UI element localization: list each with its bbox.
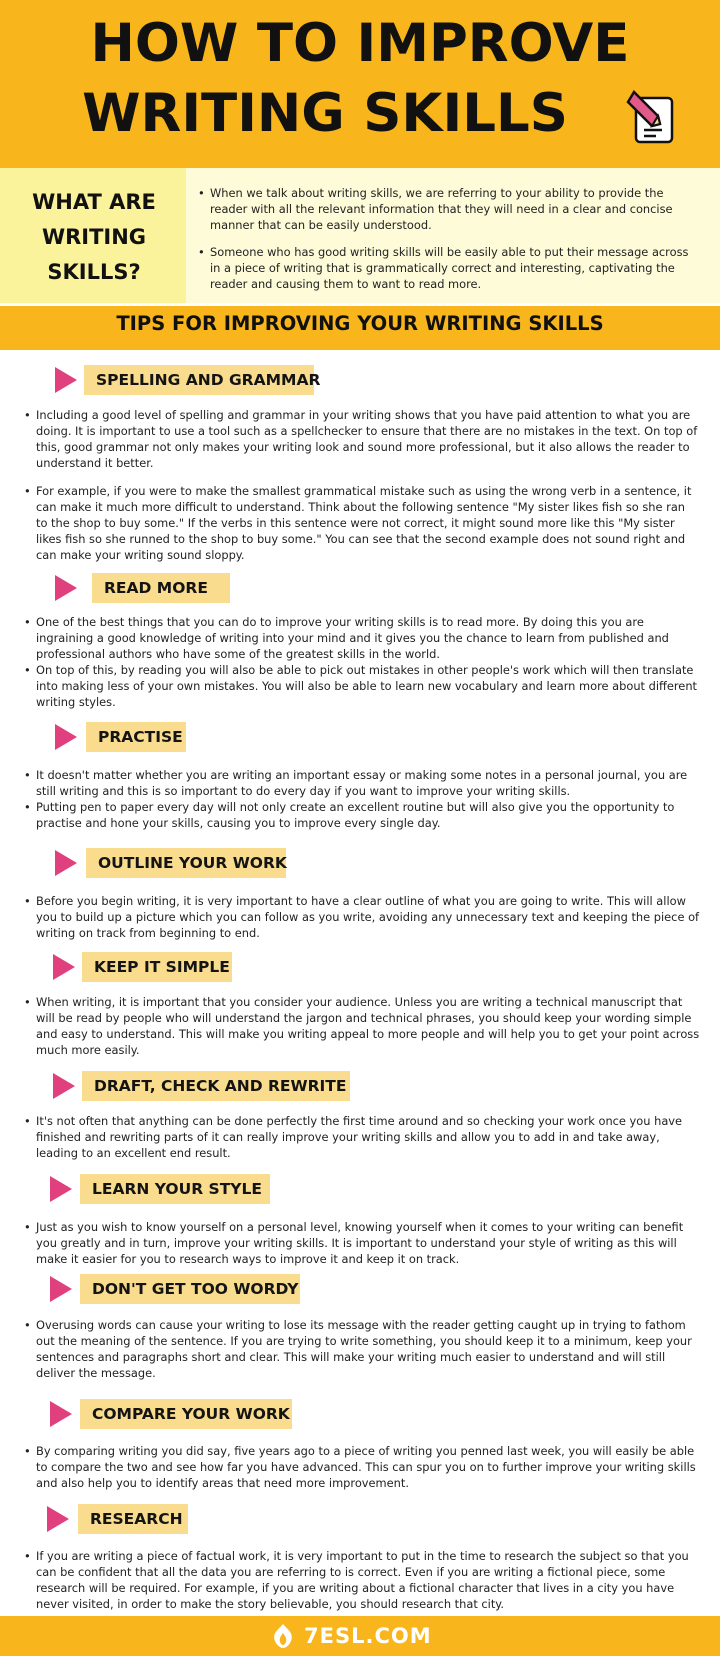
section-paragraph: It's not often that anything can be done perfectly the first time around and so checking your work once you have finished and rewriting parts of it can really improve your writing skills and allow you to add in and take away, leading to an excellent end result.: [36, 1114, 683, 1160]
bullet-icon: •: [24, 894, 31, 908]
pink-arrow-icon: [50, 1276, 72, 1302]
section-label: KEEP IT SIMPLE: [82, 952, 232, 982]
intro-point: When we talk about writing skills, we are referring to your ability to provide the reader with all the relevant information that they will need in a clear and concise manner that can be easily understood.: [210, 186, 673, 232]
section-label: DON'T GET TOO WORDY: [80, 1274, 300, 1304]
page-title-line1: HOW TO IMPROVE: [90, 13, 630, 74]
section-paragraph: For example, if you were to make the smallest grammatical mistake such as using the wrong verb in a sentence, it can make it much more difficult to understand. Think about the following sentence "My sister likes fish so she ran to the shop to buy some." If the verbs in this sentence were not correct, it might sound more like this "My sister likes fish so she runned to the shop to buy some." You can see that the second example does not sound right and can make your writing sound sloppy.: [36, 484, 692, 562]
section-label: LEARN YOUR STYLE: [80, 1174, 270, 1204]
tips-heading: TIPS FOR IMPROVING YOUR WRITING SKILLS: [116, 312, 604, 335]
pink-arrow-icon: [55, 850, 77, 876]
section-paragraph: By comparing writing you did say, five years ago to a piece of writing you penned last week, you will easily be able to compare the two and see how far you have advanced. This can spur you on to further improve your writing skills and also help you to identify areas that need more improvement.: [36, 1444, 696, 1490]
bullet-icon: •: [24, 768, 31, 782]
section-label: READ MORE: [92, 573, 230, 603]
intro-title-line1: WHAT ARE: [32, 190, 156, 214]
intro-title-line2: WRITING: [41, 225, 147, 249]
section-paragraph: Overusing words can cause your writing to lose its message with the reader getting caught up in trying to fathom out the meaning of the sentence. If you are trying to write something, you should keep it to a minimum, keep your sentences and paragraphs short and clear. This will make your writing much easier to understand and will still deliver the message.: [36, 1318, 692, 1380]
esl-logo-icon: [268, 1621, 298, 1651]
section-label: COMPARE YOUR WORK: [80, 1399, 292, 1429]
pink-arrow-icon: [55, 575, 77, 601]
bullet-icon: •: [24, 995, 31, 1009]
section-paragraph: Just as you wish to know yourself on a personal level, knowing yourself when it comes to your writing can benefit you greatly and in turn, improve your writing skills. It is important to understand your style of writing as this will make it easier for you to research ways to improve it and keep it on track.: [36, 1220, 684, 1266]
section-label: RESEARCH: [78, 1504, 188, 1534]
pink-arrow-icon: [55, 724, 77, 750]
intro-point: Someone who has good writing skills will be easily able to put their message across in a piece of writing that is grammatically correct and interesting, captivating the reader and causing them to want to read more.: [210, 245, 689, 291]
page-title-line2: WRITING SKILLS: [82, 83, 568, 144]
section-paragraph: It doesn't matter whether you are writing an important essay or making some notes in a personal journal, you are still writing and this is so important to do every day if you want to improve your writing skills.: [36, 768, 688, 798]
bullet-icon: •: [24, 484, 31, 498]
pink-arrow-icon: [50, 1176, 72, 1202]
section-paragraph: When writing, it is important that you consider your audience. Unless you are writing a technical manuscript that will be read by people who will understand the jargon and technical phrases, you should keep your wording simple and easy to understand. This will make you writing appeal to more people and will help you to get your point across much more easily.: [36, 995, 700, 1057]
section-label: SPELLING AND GRAMMAR: [84, 365, 314, 395]
footer-brand[interactable]: 7ESL.COM: [304, 1624, 432, 1648]
bullet-icon: •: [24, 1444, 31, 1458]
bullet-icon: •: [24, 408, 31, 422]
bullet-icon: •: [198, 186, 205, 200]
section-paragraph: One of the best things that you can do to improve your writing skills is to read more. By doing this you are ingraining a good knowledge of writing into your mind and it gives you the chance to learn from published and professional authors who have some of the greatest skills in the world.: [36, 615, 669, 661]
bullet-icon: •: [24, 663, 31, 677]
pink-arrow-icon: [47, 1506, 69, 1532]
bullet-icon: •: [24, 1549, 31, 1563]
section-paragraph: On top of this, by reading you will also be able to pick out mistakes in other people's work which will then translate into making less of your own mistakes. You will also be able to learn new vocabulary and learn more about different writing styles.: [36, 663, 697, 709]
pink-arrow-icon: [55, 367, 77, 393]
pink-arrow-icon: [53, 1073, 75, 1099]
bullet-icon: •: [24, 615, 31, 629]
bullet-icon: •: [24, 800, 31, 814]
pink-arrow-icon: [53, 954, 75, 980]
section-paragraph: Putting pen to paper every day will not only create an excellent routine but will also give you the opportunity to practise and hone your skills, causing you to improve every single day.: [36, 800, 675, 830]
bullet-icon: •: [24, 1114, 31, 1128]
intro-title-line3: SKILLS?: [47, 260, 141, 284]
section-paragraph: If you are writing a piece of factual work, it is very important to put in the time to research the subject so that you can be confident that all the data you are referring to is correct. Even if you are writing a fictional piece, some research will be required. For example, if you are writing about a fictional character that lives in a city you have never visited, in order to make the story believable, you should research that city.: [36, 1549, 689, 1611]
pencil-paper-icon: [622, 88, 684, 150]
bullet-icon: •: [24, 1318, 31, 1332]
pink-arrow-icon: [50, 1401, 72, 1427]
bullet-icon: •: [24, 1220, 31, 1234]
section-label: PRACTISE: [86, 722, 186, 752]
section-label: OUTLINE YOUR WORK: [86, 848, 286, 878]
bullet-icon: •: [198, 245, 205, 259]
section-paragraph: Including a good level of spelling and grammar in your writing shows that you have paid attention to what you are doing. It is important to use a tool such as a spellchecker to ensure that there are no mistakes in the text. On top of this, good grammar not only makes your writing look and sound more professional, but it also allows the reader to understand it better.: [36, 408, 698, 470]
section-paragraph: Before you begin writing, it is very important to have a clear outline of what you are going to write. This will allow you to build up a picture which you can follow as you write, avoiding any unnecessary text and keeping the piece of writing on track from beginning to end.: [36, 894, 700, 940]
section-label: DRAFT, CHECK AND REWRITE: [82, 1071, 350, 1101]
